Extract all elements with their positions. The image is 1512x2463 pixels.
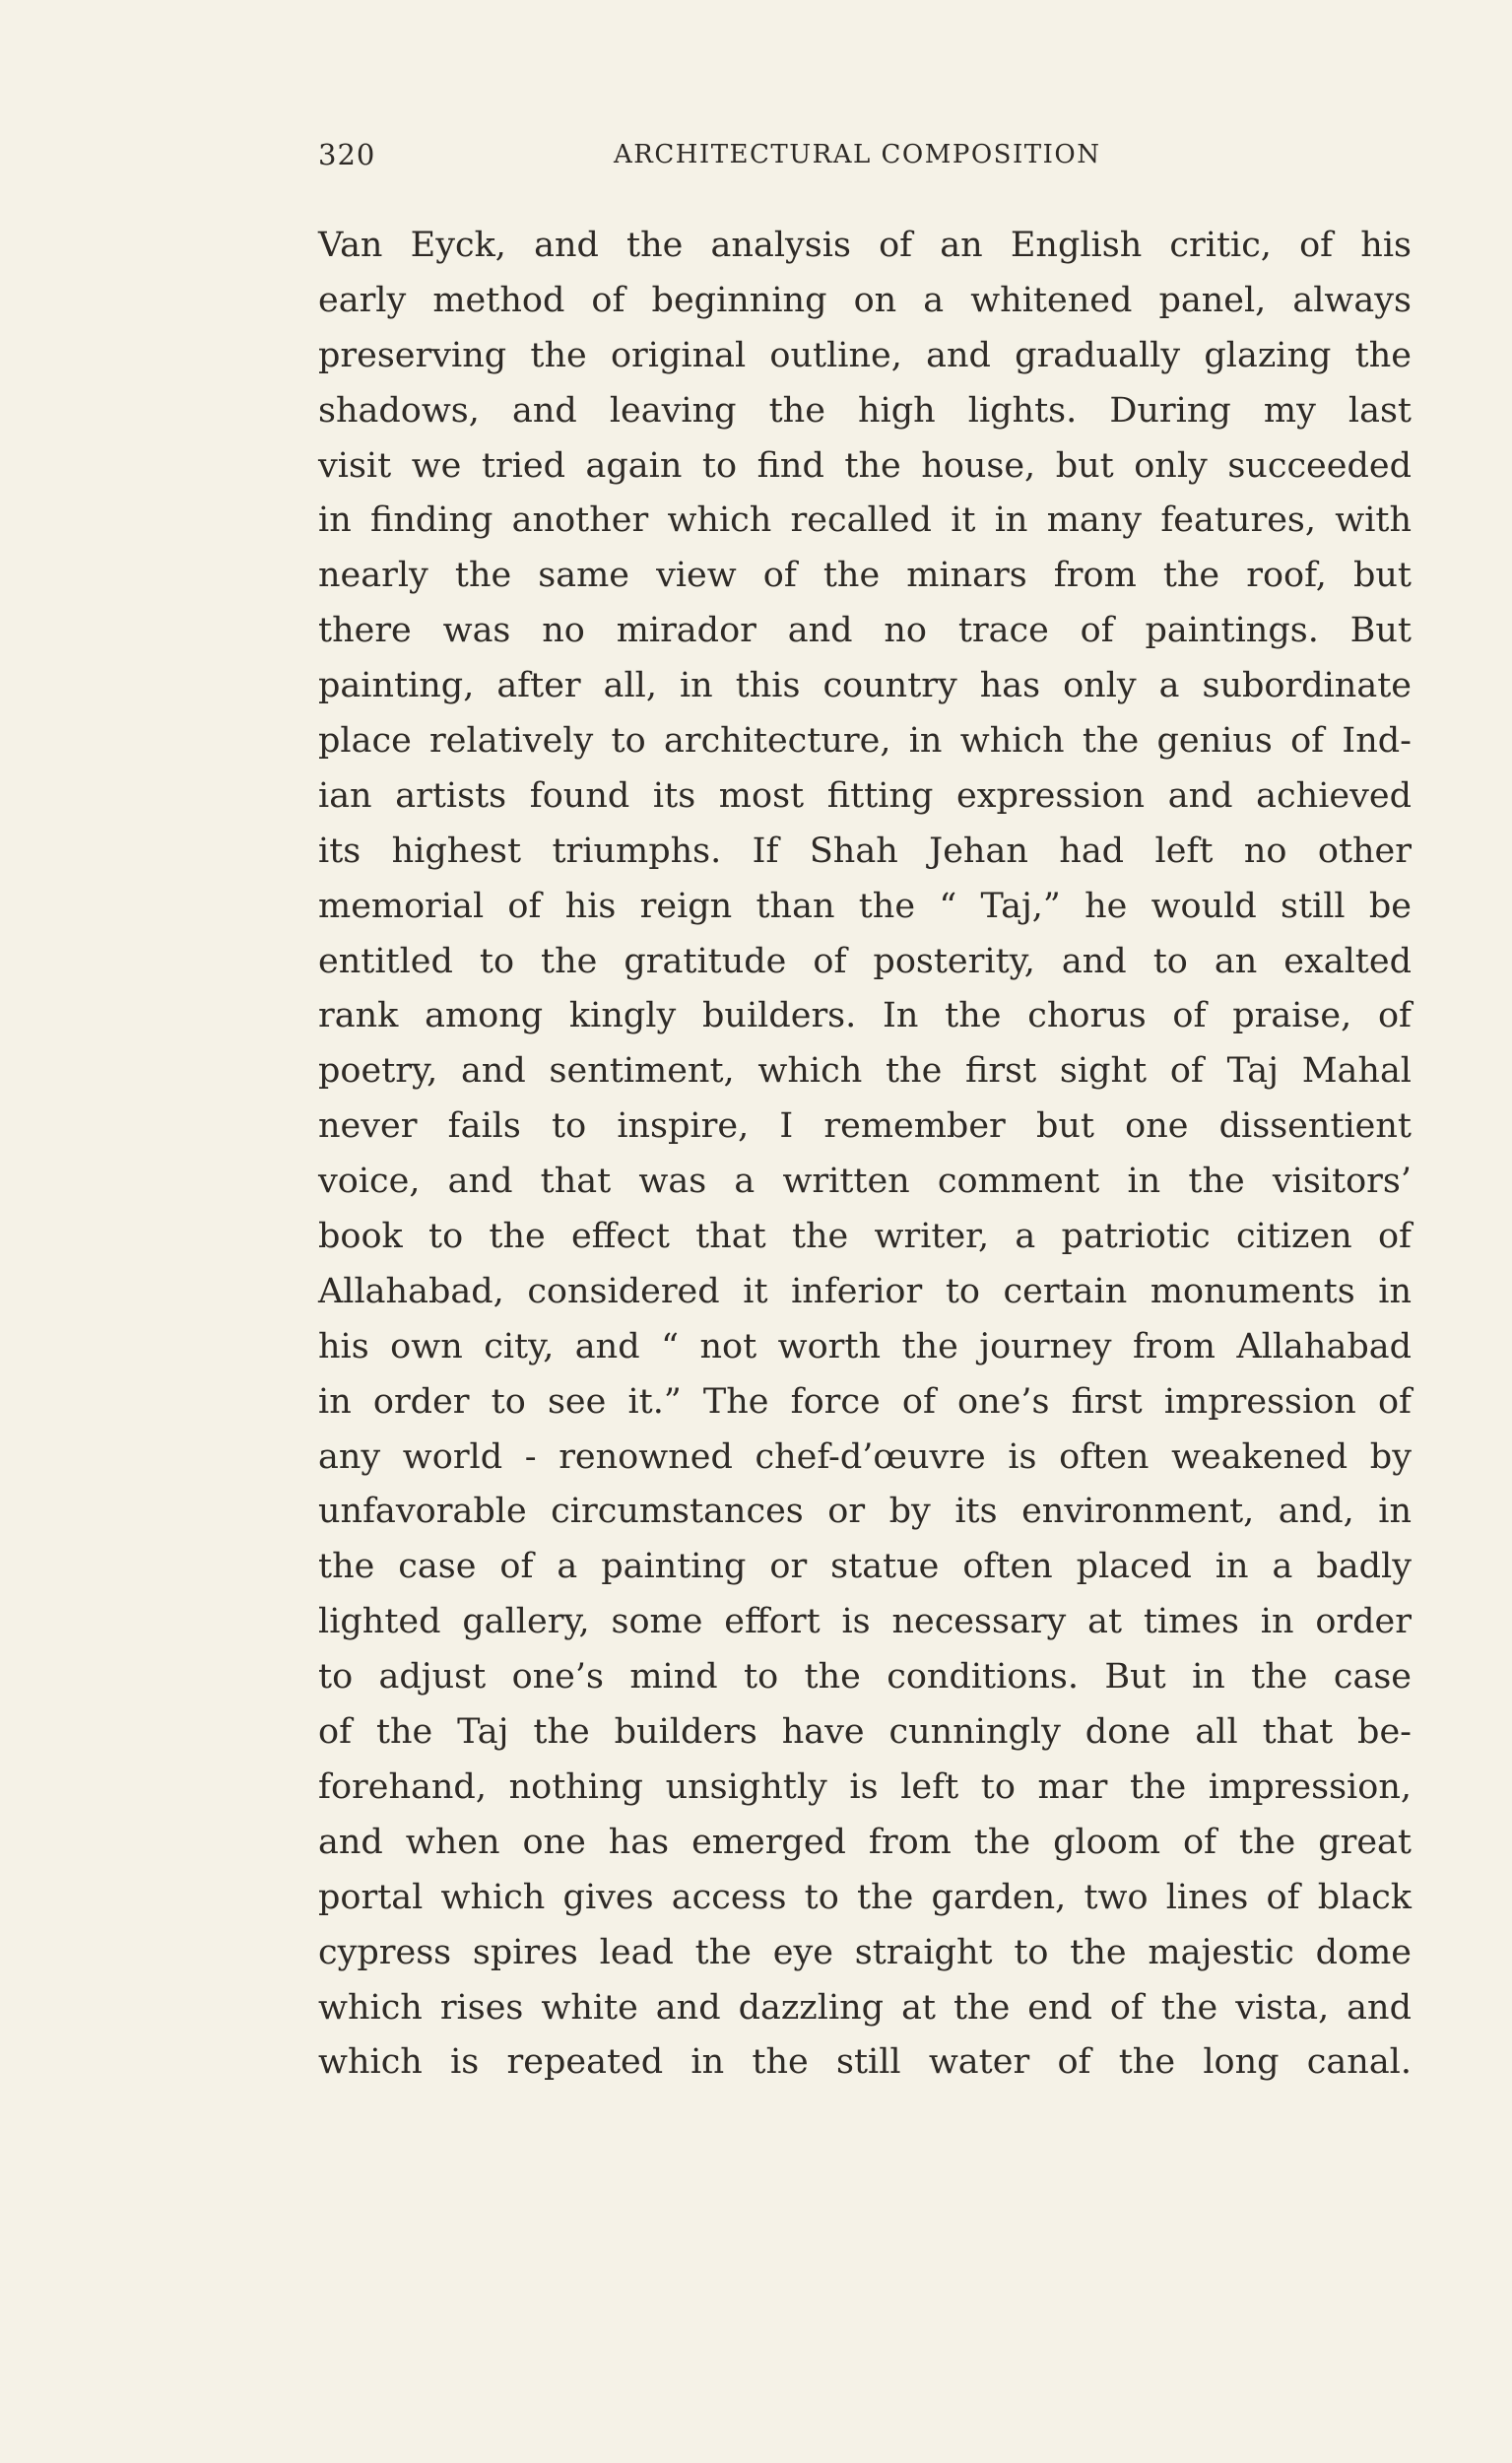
text-line: early method of beginning on a whitened panel, always [318,280,1412,320]
text-line: ian artists found its most fitting expression and achieved [318,775,1412,816]
text-line: book to the effect that the writer, a patriotic citizen of [318,1217,1412,1257]
body-text [318,219,1412,2091]
text-line: visit we tried again to find the house, but only succeeded [318,445,1412,486]
text-line: which rises white and dazzling at the end of the vista, and [318,1987,1412,2028]
text-line: in order to see it.” The force of one’s first impression of [318,1381,1412,1422]
text-line: there was no mirador and no trace of paintings. But [318,611,1412,651]
text-line: forehand, nothing unsightly is left to mar the impression, [318,1766,1412,1807]
page-number: 320 [318,138,376,171]
text-line: preserving the original outline, and gradually glazing the [318,335,1412,375]
text-line: in finding another which recalled it in many features, with [318,500,1412,541]
text-line: his own city, and “ not worth the journey from Allahabad [318,1326,1412,1366]
text-line: painting, after all, in this country has only a subordinate [318,666,1412,706]
text-line: Van Eyck, and the analysis of an English critic, of his [318,226,1412,265]
text-line: nearly the same view of the minars from the roof, but [318,556,1412,596]
text-line: any world - renowned chef-d’œuvre is often weakened by [318,1436,1412,1477]
text-line: and when one has emerged from the gloom of the great [318,1822,1412,1862]
text-line: place relatively to architecture, in which the genius of Ind- [318,721,1412,762]
text-line: voice, and that was a written comment in the visitors’ [318,1162,1412,1202]
text-line: shadows, and leaving the high lights. During my last [318,390,1412,431]
text-line: of the Taj the builders have cunningly done all that be- [318,1712,1412,1753]
text-line: poetry, and sentiment, which the first sight of Taj Mahal [318,1051,1412,1092]
text-line: rank among kingly builders. In the chorus of praise, of [318,996,1412,1036]
text-line: lighted gallery, some effort is necessary at times in order [318,1602,1412,1642]
running-header [318,138,1412,177]
running-title: ARCHITECTURAL COMPOSITION [614,140,1101,169]
text-line: to adjust one’s mind to the conditions. But in the case [318,1657,1412,1697]
text-line: unfavorable circumstances or by its environment, and, in [318,1492,1412,1532]
text-line: which is repeated in the still water of the long canal. [318,2042,1412,2083]
text-line: entitled to the gratitude of posterity, and to an exalted [318,941,1412,981]
text-line: Allahabad, considered it inferior to certain monuments in [318,1271,1412,1311]
text-line: cypress spires lead the eye straight to the majestic dome [318,1932,1412,1972]
text-line: its highest triumphs. If Shah Jehan had left no other [318,831,1412,871]
text-line: memorial of his reign than the “ Taj,” he would still be [318,886,1412,926]
text-line: never fails to inspire, I remember but one dissentient [318,1106,1412,1147]
text-line: portal which gives access to the garden, two lines of black [318,1877,1412,1917]
text-line: the case of a painting or statue often placed in a badly [318,1547,1412,1587]
